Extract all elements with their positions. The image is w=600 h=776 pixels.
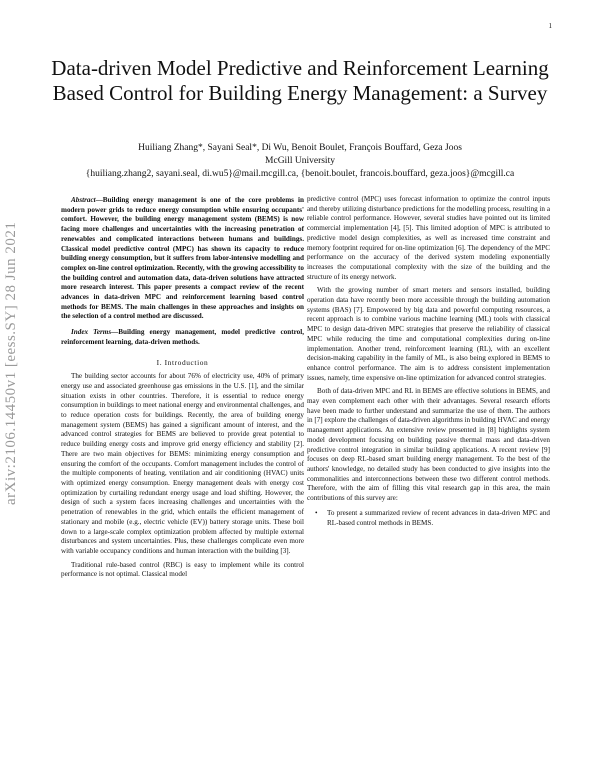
index-terms-text: —Building energy management, model predictive control, reinforcement learning, data-driven methods. — [61, 328, 304, 346]
body-paragraph-data-driven: With the growing number of smart meters and sensors installed, building operation data have recently been more accessible through the building automation systems (BAS) [7]. Empowered by big data and powerful computing resources, a recent approach is to combine various machine learning (ML) tools with classical MPC to design data-driven MPC strategies that preserve the reliability of classical MPC while reducing the time and computational complexities during on-line implementation. Another trend, reinforcement learning (RL), with an excellent decision-making capability in the family of ML, is also being explored in BEMS to enhance control performance. The aim is to address consistent implementation issues, namely, time expensive on-line optimization for advanced control strategies. — [307, 286, 550, 382]
section-heading-introduction: I. Introduction — [156, 357, 209, 367]
abstract — [61, 196, 304, 322]
index-terms-label: Index Terms — [71, 328, 112, 337]
abstract-label: Abstract — [71, 196, 96, 204]
arxiv-identifier-stamp: arXiv:2106.14450v1 [eess.SY] 28 Jun 2021 — [3, 221, 19, 505]
index-terms — [61, 328, 304, 347]
abstract-text: —Building energy management is one of the core problems in modern power grids to reduce energy consumption while ensuring occupants' comfort. However, the building energy management system (BEMS) is now facing more challenges and uncertainties with the increasing penetration of renewables and complicated interactions between humans and buildings. Classical model predictive control (MPC) has shown its capacity to reduce building energy consumption, but it suffers from labor-intensive modelling and complex on-line control optimization. Recently, with the growing accessibility to the building control and automation data, data-driven solutions have attracted more research interest. This paper presents a compact review of the recent advances in data-driven MPC and reinforcement learning based control methods for BEMS. The main challenges in these approaches and insights on the selection of a control method are discussed. — [61, 196, 304, 321]
body-paragraph-continued: predictive control (MPC) uses forecast information to optimize the control inputs and thereby utilizing disturbance predictions for the modelling process, resulting in a reliable control performance. However, several studies have pointed out its limited commercial implementation [4], [5]. This limited adoption of MPC is attributed to predictive model design complexities, as well as increased time constraint and memory footprint required for on-line optimization [6]. The dependency of the MPC performance on the accuracy of the derived system modeling exponentially increases the computational complexity with the size of the building and the structure of its energy network. — [307, 195, 550, 281]
page-number: 1 — [548, 22, 552, 30]
author-affiliation: McGill University — [265, 156, 335, 166]
left-column — [61, 196, 304, 580]
contribution-list-item — [307, 509, 550, 528]
right-column — [307, 195, 550, 528]
bullet-dot-icon: • — [315, 508, 318, 517]
author-names: Huiliang Zhang*, Sayani Seal*, Di Wu, Benoit Boulet, François Bouffard, Geza Joos — [138, 143, 462, 153]
body-paragraph-contributions: Both of data-driven MPC and RL in BEMS are effective solutions in BEMS, and may even complement each other with their advantages. Several research efforts have been made to further understand and summarize the use of them. The authors in [7] explore the challenges of data-driven algorithms in building HVAC and energy management applications. An extensive review presented in [8] highlights system model development focusing on building passive thermal mass and data-driven predictive control integration in similar building applications. A recent review [9] focuses on deep RL-based smart building energy management. To the best of the authors' knowledge, no detailed study has been conducted to give insights into the commonalities and interconnections between these two different control methods. Therefore, with the aim of filling this vital research gap in this area, the main contributions of this survey are: — [307, 387, 550, 503]
contribution-text: To present a summarized review of recent advances in data-driven MPC and RL-based control methods in BEMS. — [327, 508, 550, 527]
author-block — [40, 142, 560, 181]
intro-paragraph-2: Traditional rule-based control (RBC) is easy to implement while its control performance is not optimal. Classical model — [61, 560, 304, 579]
author-emails: {huiliang.zhang2, sayani.seal, di.wu5}@mail.mcgill.ca, {benoit.boulet, francois.bouffard, geza.joos}@mcgill.ca — [85, 169, 515, 179]
intro-paragraph-1: The building sector accounts for about 76% of electricity use, 40% of primary energy use and associated greenhouse gas emissions in the U.S. [1], and the similar situation exists in other countries. Therefore, it is essential to reduce energy consumption in buildings to meet national energy and environmental challenges, and to reduce operation costs for buildings. Recently, the area of building energy management system (BEMS) has gained a significant amount of interest, and the advanced control strategies for BEMS are believed to provide great potential to reduce building energy costs and improve grid energy efficiency and stability [2]. There are two main objectives for BEMS: minimizing energy consumption and ensuring the comfort of the occupants. Comfort management includes the control of the multiple components of heating, ventilation and air conditioning (HVAC) units with optimized energy consumption. Energy management deals with energy cost optimization by curtailing redundant energy usage and load shifting. However, the design of such a system faces increasing challenges and uncertainties with the penetration of renewables in the grid, which entails the efficient management of stationary and mobile (e.g., electric vehicle (EV)) battery storage units. These boil down to a large-scale complex optimization problem affected by multiple external disturbances and system uncertainties. Plus, these challenges complicate even more with variable occupancy conditions and human interaction with the building [3]. — [61, 372, 304, 555]
paper-title: Data-driven Model Predictive and Reinforcement Learning Based Control for Building Energy Management: a Survey — [51, 56, 549, 105]
